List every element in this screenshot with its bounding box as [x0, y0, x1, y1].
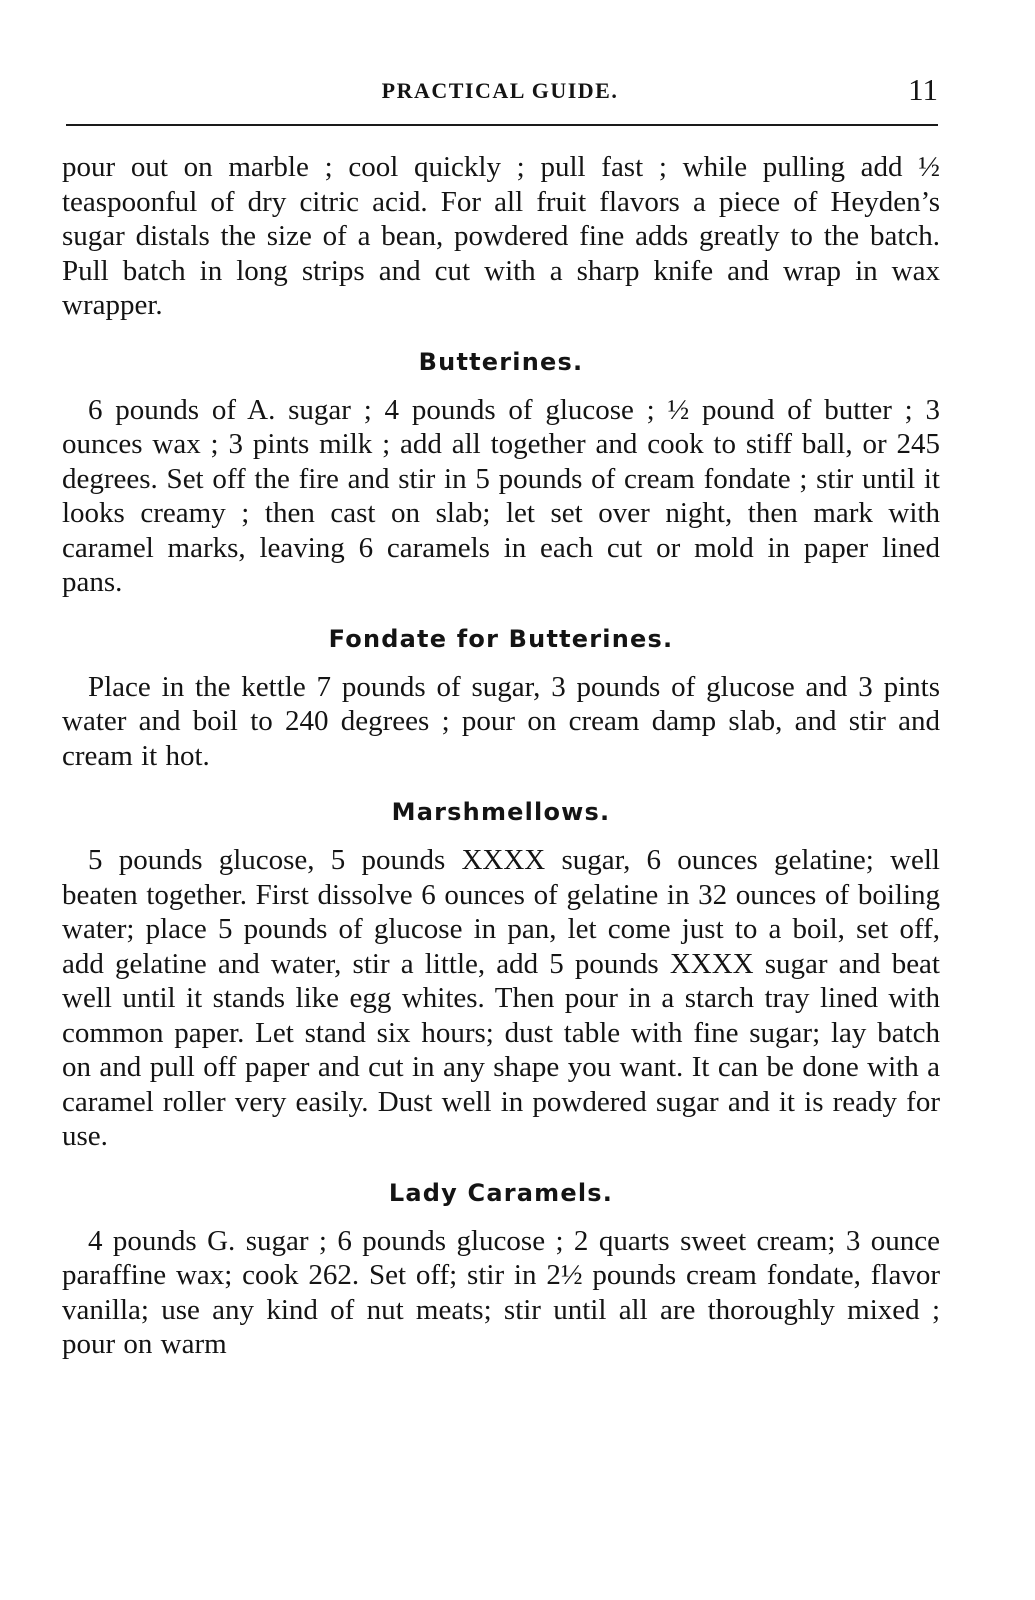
page-body: [62, 150, 940, 1362]
section-heading-lady-caramels: Lady Caramels.: [388, 1178, 614, 1207]
running-head: [62, 72, 938, 116]
recipe-paragraph-fondate: Place in the kettle 7 pounds of sugar, 3 pounds of glucose and 3 pints water and boil to 240 degrees ; pour on cream damp slab, and stir and cream it hot.: [62, 670, 940, 772]
section-heading-marshmellows: Marshmellows.: [391, 798, 611, 826]
recipe-paragraph-marshmellows: 5 pounds glucose, 5 pounds XXXX sugar, 6 ounces gelatine; well beaten together. First dissolve 6 ounces of gelatine in 32 ounces of boiling water; place 5 pounds of glucose in pan, let come just to a boil, set off, add gelatine and water, stir a little, add 5 pounds XXXX sugar and beat well until it stands like egg whites. Then pour in a starch tray lined with common paper. Let stand six hours; dust table with fine sugar; lay batch on and pull off paper and cut in any shape you want. It can be done with a caramel roller very easily. Dust well in powdered sugar and it is ready for use.: [62, 844, 940, 1152]
recipe-paragraph-butterines: 6 pounds of A. sugar ; 4 pounds of glucose ; ½ pound of butter ; 3 ounces wax ; 3 pints milk ; add all together and cook to stiff ball, or 245 degrees. Set off the fire and stir in 5 pounds of cream fondate ; stir until it looks creamy ; then cast on slab; let set over night, then mark with caramel marks, leaving 6 caramels in each cut or mold in paper lined pans.: [62, 393, 940, 598]
running-title: PRACTICAL GUIDE.: [381, 78, 619, 103]
page-number: 11: [908, 72, 938, 107]
section-heading-fondate: Fondate for Butterines.: [328, 624, 674, 653]
continuation-paragraph: pour out on marble ; cool quickly ; pull fast ; while pulling add ½ teaspoonful of dry citric acid. For all fruit flavors a piece of Heyden’s sugar distals the size of a bean, powdered fine adds greatly to the batch. Pull batch in long strips and cut with a sharp knife and wrap in wax wrapper.: [62, 151, 940, 321]
section-heading-butterines: Butterines.: [418, 347, 584, 376]
header-rule: [66, 124, 938, 126]
recipe-paragraph-lady-caramels: 4 pounds G. sugar ; 6 pounds glucose ; 2 quarts sweet cream; 3 ounce paraffine wax; cook 262. Set off; stir in 2½ pounds cream fondate, flavor vanilla; use any kind of nut meats; stir until all are thoroughly mixed ; pour on warm: [62, 1224, 940, 1360]
